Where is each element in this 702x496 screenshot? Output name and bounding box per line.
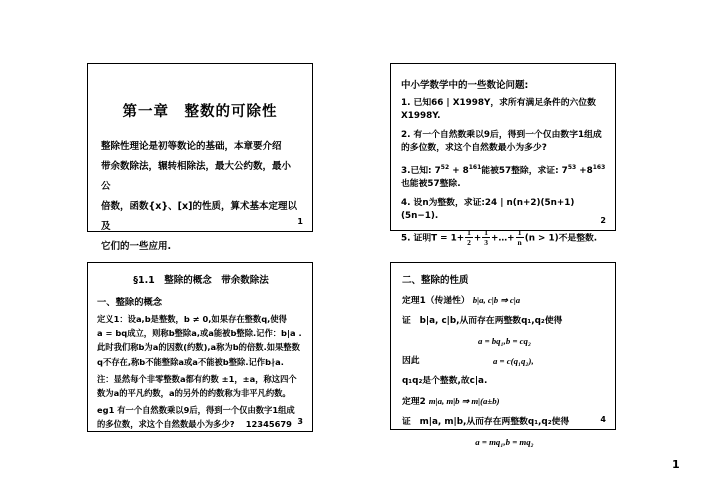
- definition-1: [97, 312, 305, 369]
- fraction: [482, 229, 490, 247]
- subsection-title: 一、整除的概念: [97, 297, 163, 308]
- fraction-denominator: 3: [484, 238, 488, 248]
- theorem-2-formula: m|a, m|b ⇒ m|(a±b): [428, 396, 500, 406]
- intro-line: 整除性理论是初等数论的基础，本章要介绍: [101, 141, 282, 152]
- conclusion-1: q₁q₂是个整数,故c|a.: [402, 376, 488, 386]
- problem-5: [401, 229, 607, 247]
- proof-2-formula: a = mq₁,b = mq₂: [475, 437, 534, 447]
- fraction-denominator: n: [517, 238, 522, 248]
- proof-1-formula: a = bq₁,b = cq₂: [477, 336, 532, 346]
- slide-3: [87, 262, 313, 432]
- fraction-numerator: 1: [484, 227, 488, 237]
- fraction-denominator: 2: [467, 238, 471, 248]
- fraction: [516, 229, 524, 247]
- slide-4: [390, 262, 616, 447]
- slide-number: 3: [297, 417, 303, 426]
- theorem-1-label: 定理1（传递性）: [402, 296, 470, 306]
- slide-4-content: [391, 263, 615, 448]
- exponent: 53: [567, 164, 577, 171]
- definition-line: q不存在,称b不能整除a或a不能被b整除.记作b∤a.: [97, 356, 284, 367]
- slide-number: 2: [600, 216, 606, 225]
- slide-3-content: [88, 263, 312, 432]
- definition-line: 定义1：设a,b是整数，b ≠ 0,如果存在整数q,使得: [97, 314, 287, 324]
- fraction-numerator: 1: [467, 227, 471, 237]
- theorem-2: [402, 395, 607, 408]
- slide-2-content: [391, 64, 615, 247]
- problem-5-text: 5. 证明T = 1+: [401, 233, 465, 244]
- problem-5-text: +…+: [490, 233, 515, 244]
- slide-number: 1: [297, 217, 303, 226]
- definition-line: 此时我们称b为a的因数(约数),a称为b的倍数.如果整数: [97, 342, 300, 353]
- example-line: eg1 有一个自然数乘以9后，得到一个仅由数字1组成: [97, 405, 295, 416]
- note-line: 数为a的平凡约数，a的另外的约数称为非平凡约数。: [97, 388, 291, 399]
- problem-3-text: + 8: [449, 165, 469, 176]
- section-header: 二、整除的性质: [402, 275, 469, 286]
- intro-line: 带余数除法，辗转相除法，最大公约数，最小公: [101, 161, 292, 192]
- problem-3-text: 能被57整除，求证: 7: [481, 165, 568, 176]
- example-1: [97, 403, 305, 431]
- theorem-1: [402, 294, 607, 307]
- problems-title: 中小学数学中的一些数论问题:: [401, 80, 529, 91]
- note-block: [97, 372, 305, 400]
- theorem-2-label: 定理2: [402, 397, 426, 407]
- theorem-1-formula: b|a, c|b ⇒ c|a: [472, 295, 521, 305]
- slide-1: [87, 63, 313, 252]
- fraction: [465, 229, 473, 247]
- example-line: 的多位数，求这个自然数最小为多少? 12345679: [97, 419, 292, 430]
- hence-row: [402, 355, 607, 367]
- problem-3-text: +8: [576, 165, 593, 176]
- problem-3-text: 也能被57整除.: [401, 178, 461, 189]
- intro-line: 它们的一些应用.: [101, 241, 172, 252]
- problem-2: 2. 有一个自然数乘以9后，得到一个仅由数字1组成的多位数，求这个自然数最小为多少?: [401, 130, 602, 153]
- exponent: 161: [468, 164, 482, 171]
- proof-1-line: 证 b|a, c|b,从而存在两整数q₁,q₂使得: [402, 316, 563, 326]
- problem-3: [401, 161, 607, 191]
- problem-3-text: 3.已知: 7: [401, 165, 441, 176]
- exponent: 52: [440, 164, 450, 171]
- hence-label: 因此: [402, 356, 420, 366]
- proof-2-line: 证 m|a, m|b,从而存在两整数q₁,q₂使得: [402, 417, 570, 427]
- chapter-intro: [101, 137, 300, 257]
- exponent: 163: [592, 164, 606, 171]
- problem-1: 1. 已知66 | X1998Y，求所有满足条件的六位数X1998Y.: [401, 98, 596, 121]
- fraction-numerator: 1: [517, 227, 522, 237]
- slide-number: 4: [600, 415, 606, 424]
- problem-4: 4. 设n为整数，求证:24 | n(n+2)(5n+1)(5n−1).: [401, 197, 575, 221]
- intro-line: 倍数，函数{x}、[x]的性质，算术基本定理以及: [101, 201, 297, 232]
- section-header: §1.1 整除的概念 带余数除法: [133, 275, 269, 286]
- problem-5-text: +: [473, 233, 482, 244]
- problem-5-text: (n > 1)不是整数.: [524, 233, 598, 244]
- chapter-title: 第一章 整数的可除性: [122, 104, 278, 120]
- hence-formula: a = c(q₁q₂),: [492, 356, 534, 366]
- page-number: 1: [672, 458, 680, 471]
- slide-2: [390, 63, 616, 248]
- definition-line: a = bq成立，则称b整除a,或a能被b整除.记作：b|a .: [97, 328, 302, 339]
- note-line: 注：显然每个非零整数a都有约数 ±1，±a，称这四个: [97, 373, 297, 384]
